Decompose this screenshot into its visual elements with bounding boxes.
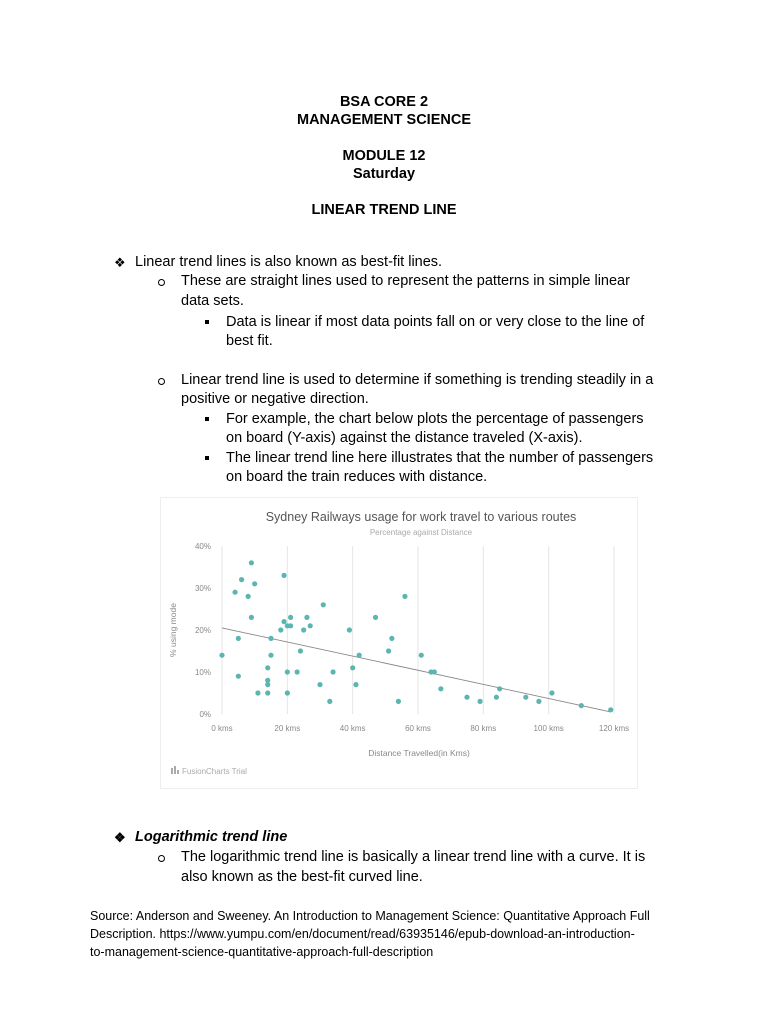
sub2-line2: positive or negative direction. — [181, 391, 369, 407]
sub1-line1: These are straight lines used to represent the patterns in simple linear — [181, 273, 630, 289]
data-point — [350, 665, 355, 670]
data-point — [396, 699, 401, 704]
section1-title: Linear trend lines is also known as best-fit lines. — [135, 254, 443, 270]
data-point — [265, 682, 270, 687]
x-tick-label: 120 kms — [598, 724, 630, 733]
data-point — [353, 682, 358, 687]
x-tick-label: 20 kms — [274, 724, 301, 733]
data-point — [608, 707, 613, 712]
sub1-line2: data sets. — [181, 293, 244, 309]
data-point — [265, 690, 270, 695]
source-line1: Source: Anderson and Sweeney. An Introduction to Management Science: Quantitative Approach Full — [90, 909, 650, 923]
data-point — [477, 699, 482, 704]
y-tick-label: 40% — [194, 542, 211, 551]
data-point — [239, 577, 244, 582]
data-point — [389, 636, 394, 641]
chart-title: Sydney Railways usage for work travel to various routes — [265, 510, 577, 524]
source-line2: Description. https://www.yumpu.com/en/document/read/63935146/epub-download-an-introduction- — [90, 927, 635, 941]
data-point — [579, 703, 584, 708]
section2-sub-line1: The logarithmic trend line is basically a linear trend line with a curve. It is — [181, 849, 646, 865]
data-point — [321, 602, 326, 607]
sub2-bullet1-line1: For example, the chart below plots the percentage of passengers — [226, 411, 644, 427]
sub2-bullet2-line1: The linear trend line here illustrates that the number of passengers — [226, 450, 654, 466]
data-point — [549, 690, 554, 695]
circle-bullet-icon — [158, 855, 165, 862]
data-point — [419, 653, 424, 658]
y-axis-label: % using mode — [168, 603, 178, 657]
data-point — [386, 648, 391, 653]
section2-title: Logarithmic trend line — [135, 829, 288, 845]
section2-sub-line2: also known as the best-fit curved line. — [181, 869, 423, 885]
data-point — [402, 594, 407, 599]
data-point — [464, 695, 469, 700]
square-bullet-icon — [205, 456, 209, 460]
data-point — [236, 674, 241, 679]
data-point — [232, 590, 237, 595]
x-tick-label: 0 kms — [211, 724, 233, 733]
chart-subtitle: Percentage against Distance — [369, 528, 473, 537]
data-point — [288, 623, 293, 628]
diamond-bullet-icon: ❖ — [114, 830, 126, 845]
data-point — [236, 636, 241, 641]
square-bullet-icon — [205, 320, 209, 324]
data-point — [255, 690, 260, 695]
data-point — [249, 560, 254, 565]
y-tick-label: 10% — [194, 668, 211, 677]
data-point — [497, 686, 502, 691]
data-point — [281, 619, 286, 624]
data-point — [327, 699, 332, 704]
data-point — [494, 695, 499, 700]
data-point — [252, 581, 257, 586]
data-point — [308, 623, 313, 628]
data-point — [295, 669, 300, 674]
data-point — [246, 594, 251, 599]
sub1-bullet-line2: best fit. — [226, 333, 273, 349]
x-tick-label: 80 kms — [470, 724, 497, 733]
sub2-bullet2-line2: on board the train reduces with distance. — [226, 469, 488, 485]
y-tick-label: 30% — [194, 584, 211, 593]
circle-bullet-icon — [158, 378, 165, 385]
x-tick-label: 40 kms — [339, 724, 366, 733]
data-point — [523, 695, 528, 700]
chart-frame — [161, 498, 638, 789]
sub2-bullet1-line2: on board (Y-axis) against the distance traveled (X-axis). — [226, 430, 583, 446]
module-title: MODULE 12 — [342, 148, 426, 164]
data-point — [330, 669, 335, 674]
sub1-bullet-line1: Data is linear if most data points fall on or very close to the line of — [226, 314, 645, 330]
data-point — [278, 627, 283, 632]
topic-title: LINEAR TREND LINE — [311, 202, 457, 218]
source-line3: to-management-science-quantitative-approach-full-description — [90, 945, 434, 959]
watermark-text: FusionCharts Trial — [182, 767, 247, 776]
data-point — [301, 627, 306, 632]
y-tick-label: 20% — [194, 626, 211, 635]
data-point — [268, 636, 273, 641]
data-point — [268, 653, 273, 658]
day-title: Saturday — [352, 166, 416, 182]
data-point — [317, 682, 322, 687]
data-point — [288, 615, 293, 620]
sub2-line1: Linear trend line is used to determine if something is trending steadily in a — [181, 372, 654, 388]
data-point — [536, 699, 541, 704]
data-point — [373, 615, 378, 620]
data-point — [347, 627, 352, 632]
data-point — [432, 669, 437, 674]
y-tick-label: 0% — [199, 710, 211, 719]
course-title: BSA CORE 2 — [339, 94, 429, 110]
data-point — [281, 573, 286, 578]
x-axis-label: Distance Travelled(in Kms) — [368, 748, 470, 758]
data-point — [285, 669, 290, 674]
scatter-chart — [160, 497, 638, 789]
data-point — [219, 653, 224, 658]
data-point — [285, 690, 290, 695]
data-point — [298, 648, 303, 653]
data-point — [249, 615, 254, 620]
diamond-bullet-icon: ❖ — [114, 255, 126, 270]
x-tick-label: 60 kms — [405, 724, 431, 733]
x-tick-label: 100 kms — [533, 724, 564, 733]
data-point — [265, 665, 270, 670]
subject-title: MANAGEMENT SCIENCE — [296, 112, 471, 128]
square-bullet-icon — [205, 417, 209, 421]
data-point — [438, 686, 443, 691]
data-point — [357, 653, 362, 658]
circle-bullet-icon — [158, 279, 165, 286]
data-point — [304, 615, 309, 620]
